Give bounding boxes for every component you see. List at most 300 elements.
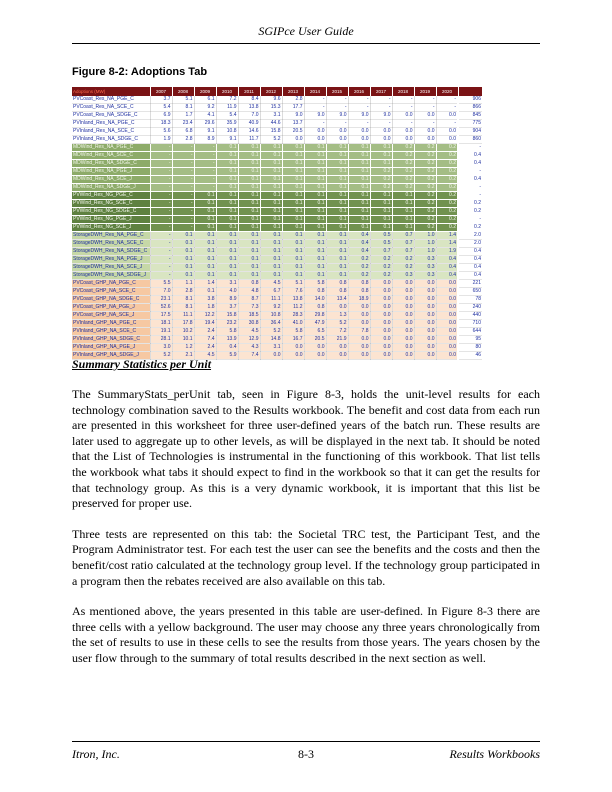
value-cell: 0.1: [392, 216, 414, 224]
value-cell: 0.1: [194, 248, 216, 256]
value-cell: 6.8: [172, 128, 194, 136]
value-cell: 0.2: [436, 152, 458, 160]
value-cell: 0.1: [238, 216, 260, 224]
value-cell: 1.4: [436, 232, 458, 240]
value-cell: 0.1: [194, 288, 216, 296]
value-cell: 36.4: [260, 320, 282, 328]
row-label-cell: StorageDWH_Res_NA_SCE_J: [72, 264, 150, 272]
table-row: [72, 160, 482, 168]
value-cell: 52.6: [150, 304, 172, 312]
value-cell: 0.1: [260, 224, 282, 232]
row-label-cell: PVInland_GHP_NA_PGE_C: [72, 320, 150, 328]
total-cell: 650: [458, 288, 482, 296]
total-cell: -: [458, 192, 482, 200]
total-cell: 0.4: [458, 264, 482, 272]
adoptions-spreadsheet-figure: [72, 87, 483, 360]
value-cell: 0.0: [414, 328, 436, 336]
value-cell: 0.1: [238, 168, 260, 176]
value-cell: 11.7: [238, 136, 260, 144]
value-cell: 0.5: [370, 240, 392, 248]
value-cell: 0.2: [436, 208, 458, 216]
value-cell: 0.1: [194, 208, 216, 216]
value-cell: 41.0: [282, 320, 304, 328]
table-row: [72, 224, 482, 232]
year-column-header: 2020: [436, 87, 458, 96]
value-cell: 0.0: [392, 336, 414, 344]
value-cell: 0.0: [392, 112, 414, 120]
value-cell: 0.1: [172, 256, 194, 264]
value-cell: 0.1: [216, 184, 238, 192]
value-cell: 0.0: [326, 136, 348, 144]
total-cell: 0.4: [458, 152, 482, 160]
row-label-cell: StorageDWH_Res_NA_SCE_C: [72, 240, 150, 248]
value-cell: 1.8: [194, 304, 216, 312]
value-cell: 3.1: [216, 280, 238, 288]
value-cell: -: [150, 256, 172, 264]
table-row: [72, 152, 482, 160]
value-cell: -: [172, 208, 194, 216]
row-label-cell: PVWind_Res_NG_SCE_J: [72, 224, 150, 232]
value-cell: 0.1: [216, 200, 238, 208]
value-cell: 2.1: [172, 352, 194, 360]
value-cell: 9.0: [348, 112, 370, 120]
value-cell: 2.4: [194, 344, 216, 352]
value-cell: 0.2: [392, 160, 414, 168]
table-row: [72, 256, 482, 264]
value-cell: 0.1: [348, 192, 370, 200]
value-cell: -: [348, 104, 370, 112]
value-cell: -: [304, 96, 326, 104]
value-cell: 0.1: [194, 264, 216, 272]
page-header: [72, 24, 540, 44]
total-cell: 95: [458, 336, 482, 344]
row-label-cell: PVWind_Res_NG_PGE_C: [72, 192, 150, 200]
total-cell: 78: [458, 296, 482, 304]
value-cell: 0.8: [304, 288, 326, 296]
row-label-cell: MDWind_Res_NA_PGE_C: [72, 144, 150, 152]
value-cell: 0.1: [194, 232, 216, 240]
value-cell: 0.0: [370, 320, 392, 328]
value-cell: 0.1: [326, 224, 348, 232]
value-cell: 18.5: [238, 312, 260, 320]
value-cell: 0.3: [414, 272, 436, 280]
value-cell: 0.0: [414, 344, 436, 352]
value-cell: -: [150, 208, 172, 216]
value-cell: 0.2: [414, 144, 436, 152]
value-cell: 0.8: [348, 288, 370, 296]
value-cell: 6.7: [260, 288, 282, 296]
value-cell: 0.0: [370, 128, 392, 136]
value-cell: -: [150, 224, 172, 232]
table-row: [72, 208, 482, 216]
value-cell: 0.1: [304, 224, 326, 232]
value-cell: -: [370, 96, 392, 104]
total-cell: 0.4: [458, 272, 482, 280]
value-cell: 0.0: [436, 136, 458, 144]
value-cell: 9.0: [370, 112, 392, 120]
value-cell: 19.1: [150, 328, 172, 336]
value-cell: 4.5: [260, 280, 282, 288]
value-cell: 17.5: [150, 312, 172, 320]
value-cell: 0.1: [238, 240, 260, 248]
value-cell: 0.1: [326, 176, 348, 184]
value-cell: -: [150, 232, 172, 240]
value-cell: 0.1: [304, 232, 326, 240]
total-cell: 845: [458, 112, 482, 120]
value-cell: 0.1: [194, 216, 216, 224]
value-cell: 17.7: [282, 104, 304, 112]
value-cell: 4.5: [238, 328, 260, 336]
value-cell: 23.4: [172, 120, 194, 128]
value-cell: 8.1: [172, 104, 194, 112]
value-cell: 0.0: [326, 344, 348, 352]
value-cell: 13.7: [282, 120, 304, 128]
value-cell: 0.1: [172, 272, 194, 280]
footer-page-number: 8-3: [298, 747, 314, 761]
table-corner-cell: Adoptions (MW): [72, 87, 150, 96]
value-cell: 0.1: [216, 256, 238, 264]
row-label-cell: StorageDWH_Res_NA_SDGE_C: [72, 248, 150, 256]
value-cell: 0.1: [282, 264, 304, 272]
value-cell: 0.1: [348, 208, 370, 216]
value-cell: 0.1: [348, 184, 370, 192]
value-cell: 0.1: [370, 224, 392, 232]
value-cell: 1.2: [172, 344, 194, 352]
value-cell: 0.1: [260, 264, 282, 272]
value-cell: -: [326, 96, 348, 104]
value-cell: 29.8: [304, 312, 326, 320]
value-cell: 0.1: [216, 192, 238, 200]
total-cell: 0.2: [458, 224, 482, 232]
value-cell: 0.1: [194, 272, 216, 280]
year-column-header: 2010: [216, 87, 238, 96]
value-cell: 0.0: [414, 288, 436, 296]
value-cell: 0.1: [172, 264, 194, 272]
value-cell: 11.2: [282, 304, 304, 312]
total-cell: 0.4: [458, 176, 482, 184]
row-label-cell: PVWind_Res_NG_SDGE_C: [72, 208, 150, 216]
value-cell: 0.1: [348, 200, 370, 208]
row-label-cell: PVWind_Res_NG_PGE_J: [72, 216, 150, 224]
value-cell: 8.1: [172, 296, 194, 304]
table-row: [72, 176, 482, 184]
value-cell: -: [150, 168, 172, 176]
value-cell: 0.1: [326, 208, 348, 216]
row-label-cell: PVCoast_Res_NA_SCE_C: [72, 104, 150, 112]
value-cell: 0.1: [326, 168, 348, 176]
value-cell: 14.6: [238, 128, 260, 136]
value-cell: 0.1: [216, 160, 238, 168]
value-cell: 13.8: [282, 296, 304, 304]
total-cell: 0.4: [458, 160, 482, 168]
value-cell: 0.1: [326, 192, 348, 200]
value-cell: 0.0: [348, 136, 370, 144]
table-row: [72, 280, 482, 288]
value-cell: -: [150, 152, 172, 160]
value-cell: 0.1: [260, 208, 282, 216]
value-cell: 1.7: [172, 112, 194, 120]
table-row: [72, 128, 482, 136]
value-cell: -: [194, 160, 216, 168]
value-cell: 0.1: [348, 168, 370, 176]
value-cell: -: [150, 176, 172, 184]
value-cell: 0.1: [326, 248, 348, 256]
value-cell: -: [392, 96, 414, 104]
value-cell: -: [150, 240, 172, 248]
table-row: [72, 272, 482, 280]
value-cell: 0.7: [392, 232, 414, 240]
value-cell: 0.1: [370, 200, 392, 208]
table-row: [72, 336, 482, 344]
value-cell: 9.2: [260, 304, 282, 312]
total-cell: 240: [458, 304, 482, 312]
value-cell: 0.0: [348, 344, 370, 352]
value-cell: 5.2: [150, 352, 172, 360]
value-cell: 0.2: [436, 224, 458, 232]
value-cell: 2.8: [282, 96, 304, 104]
value-cell: 0.1: [238, 184, 260, 192]
body-paragraph: The SummaryStats_perUnit tab, seen in Figure 8-3, holds the unit-level results for each technology combination saved to the Results workbook. The benefit and cost data from each run are presented in this worksheet for three user-defined years of the batch run. These results are later used to aggregate up to other levels, as will be displayed in the next tab. It should be noted that the List of Technologies is instrumental in the functioning of this workbook. That list tells the workbook what tabs it should expect to find in the workbook so that it can get the results for that technology group. As this is a very dynamic workbook, it is important that this list be preserved for proper use.: [72, 387, 540, 511]
value-cell: 4.5: [194, 352, 216, 360]
value-cell: 0.0: [414, 312, 436, 320]
value-cell: 0.1: [326, 272, 348, 280]
value-cell: 0.1: [392, 200, 414, 208]
value-cell: -: [150, 264, 172, 272]
value-cell: 0.0: [414, 320, 436, 328]
value-cell: 0.1: [216, 168, 238, 176]
value-cell: 0.1: [304, 144, 326, 152]
value-cell: 16.7: [282, 336, 304, 344]
total-cell: -: [458, 168, 482, 176]
value-cell: 0.1: [282, 256, 304, 264]
value-cell: 0.3: [392, 272, 414, 280]
value-cell: 0.1: [260, 192, 282, 200]
value-cell: 0.5: [370, 232, 392, 240]
value-cell: 0.1: [304, 256, 326, 264]
value-cell: 0.3: [414, 264, 436, 272]
value-cell: 10.1: [172, 336, 194, 344]
value-cell: 0.0: [282, 352, 304, 360]
value-cell: 0.1: [326, 200, 348, 208]
value-cell: 0.2: [414, 184, 436, 192]
body-content: [72, 357, 540, 682]
row-label-cell: StorageDWH_Res_NA_PGE_J: [72, 256, 150, 264]
value-cell: 3.1: [260, 112, 282, 120]
value-cell: 0.1: [370, 152, 392, 160]
row-label-cell: PVCoast_GHP_NA_SCE_J: [72, 312, 150, 320]
value-cell: 23.1: [150, 296, 172, 304]
value-cell: 11.1: [260, 296, 282, 304]
value-cell: -: [392, 120, 414, 128]
value-cell: 0.0: [392, 128, 414, 136]
value-cell: 0.1: [216, 240, 238, 248]
value-cell: 0.2: [370, 168, 392, 176]
value-cell: 0.0: [326, 128, 348, 136]
value-cell: 0.0: [414, 136, 436, 144]
value-cell: -: [172, 192, 194, 200]
value-cell: 0.0: [348, 336, 370, 344]
value-cell: 0.0: [436, 344, 458, 352]
value-cell: 9.1: [194, 128, 216, 136]
value-cell: 0.1: [392, 208, 414, 216]
value-cell: -: [414, 104, 436, 112]
value-cell: 0.2: [392, 264, 414, 272]
value-cell: 0.4: [436, 264, 458, 272]
value-cell: 5.1: [172, 96, 194, 104]
value-cell: 0.1: [260, 184, 282, 192]
value-cell: 7.0: [150, 288, 172, 296]
value-cell: 0.2: [348, 272, 370, 280]
value-cell: 0.8: [326, 280, 348, 288]
value-cell: 0.0: [414, 128, 436, 136]
value-cell: 0.2: [348, 256, 370, 264]
value-cell: 0.8: [326, 288, 348, 296]
value-cell: -: [304, 104, 326, 112]
value-cell: 3.0: [150, 344, 172, 352]
value-cell: 0.0: [348, 304, 370, 312]
value-cell: 0.1: [260, 200, 282, 208]
value-cell: 0.1: [282, 168, 304, 176]
value-cell: 7.4: [194, 336, 216, 344]
value-cell: 5.1: [282, 280, 304, 288]
value-cell: 0.1: [282, 176, 304, 184]
value-cell: 0.0: [414, 336, 436, 344]
value-cell: 0.1: [282, 200, 304, 208]
value-cell: 5.4: [216, 112, 238, 120]
value-cell: 0.1: [238, 256, 260, 264]
year-column-header: 2018: [392, 87, 414, 96]
value-cell: 0.4: [436, 272, 458, 280]
value-cell: 0.0: [370, 280, 392, 288]
value-cell: 0.1: [238, 232, 260, 240]
value-cell: 0.0: [436, 112, 458, 120]
value-cell: 0.2: [414, 216, 436, 224]
table-row: [72, 184, 482, 192]
value-cell: 0.3: [414, 256, 436, 264]
value-cell: 0.0: [392, 312, 414, 320]
value-cell: 0.2: [392, 256, 414, 264]
value-cell: 0.2: [392, 144, 414, 152]
value-cell: 10.2: [172, 328, 194, 336]
value-cell: 0.7: [370, 248, 392, 256]
value-cell: 0.1: [238, 264, 260, 272]
value-cell: 0.1: [238, 152, 260, 160]
value-cell: 0.1: [326, 264, 348, 272]
value-cell: 1.0: [414, 232, 436, 240]
value-cell: 18.9: [348, 296, 370, 304]
value-cell: -: [172, 168, 194, 176]
value-cell: 0.2: [414, 168, 436, 176]
value-cell: 0.1: [260, 176, 282, 184]
table-row: [72, 216, 482, 224]
value-cell: 9.1: [216, 136, 238, 144]
value-cell: -: [172, 200, 194, 208]
value-cell: 0.2: [414, 208, 436, 216]
value-cell: 0.1: [304, 248, 326, 256]
value-cell: 0.0: [392, 136, 414, 144]
value-cell: 0.0: [370, 296, 392, 304]
value-cell: 0.1: [304, 152, 326, 160]
row-label-cell: PVCoast_GHP_NA_SCE_C: [72, 288, 150, 296]
row-label-cell: PVCoast_GHP_NA_PGE_C: [72, 280, 150, 288]
value-cell: 6.9: [150, 112, 172, 120]
value-cell: 0.2: [414, 152, 436, 160]
value-cell: 0.0: [348, 312, 370, 320]
value-cell: 5.9: [216, 352, 238, 360]
total-cell: 866: [458, 104, 482, 112]
value-cell: 9.0: [304, 112, 326, 120]
value-cell: 5.8: [304, 280, 326, 288]
value-cell: 0.1: [326, 160, 348, 168]
year-column-header: 2016: [348, 87, 370, 96]
value-cell: 0.1: [260, 216, 282, 224]
value-cell: 0.1: [348, 152, 370, 160]
value-cell: 0.1: [282, 160, 304, 168]
value-cell: -: [172, 160, 194, 168]
value-cell: 0.1: [370, 144, 392, 152]
value-cell: 29.6: [194, 120, 216, 128]
value-cell: 0.0: [436, 336, 458, 344]
value-cell: -: [414, 96, 436, 104]
value-cell: -: [172, 216, 194, 224]
value-cell: 0.2: [436, 216, 458, 224]
value-cell: 0.1: [282, 240, 304, 248]
value-cell: 0.0: [436, 288, 458, 296]
value-cell: 0.2: [414, 192, 436, 200]
value-cell: 7.0: [238, 112, 260, 120]
value-cell: 0.0: [370, 304, 392, 312]
total-cell: 710: [458, 320, 482, 328]
value-cell: 12.9: [238, 336, 260, 344]
value-cell: 0.1: [326, 144, 348, 152]
value-cell: 7.6: [282, 288, 304, 296]
value-cell: 0.1: [216, 264, 238, 272]
value-cell: 0.1: [194, 192, 216, 200]
value-cell: 12.2: [194, 312, 216, 320]
figure-caption: Figure 8-2: Adoptions Tab: [72, 66, 208, 78]
value-cell: 0.1: [304, 272, 326, 280]
value-cell: 4.0: [216, 288, 238, 296]
table-row: [72, 248, 482, 256]
table-header-row: [72, 87, 482, 96]
value-cell: 7.8: [348, 328, 370, 336]
value-cell: 17.8: [172, 320, 194, 328]
value-cell: 8.9: [216, 296, 238, 304]
year-column-header: 2015: [326, 87, 348, 96]
value-cell: 0.2: [392, 184, 414, 192]
value-cell: 0.7: [392, 248, 414, 256]
value-cell: 0.1: [238, 160, 260, 168]
value-cell: 0.1: [282, 184, 304, 192]
table-row: [72, 288, 482, 296]
value-cell: 0.1: [260, 232, 282, 240]
year-column-header: 2011: [238, 87, 260, 96]
value-cell: 0.0: [370, 328, 392, 336]
value-cell: 7.2: [326, 328, 348, 336]
year-column-header: 2014: [304, 87, 326, 96]
value-cell: 3.7: [216, 304, 238, 312]
value-cell: 1.4: [436, 240, 458, 248]
total-column-header: [458, 87, 482, 96]
value-cell: 0.0: [392, 296, 414, 304]
total-cell: -: [458, 216, 482, 224]
value-cell: -: [172, 224, 194, 232]
value-cell: 8.9: [194, 136, 216, 144]
value-cell: 0.0: [370, 312, 392, 320]
value-cell: 1.9: [150, 136, 172, 144]
value-cell: 0.0: [392, 344, 414, 352]
value-cell: 0.0: [326, 352, 348, 360]
